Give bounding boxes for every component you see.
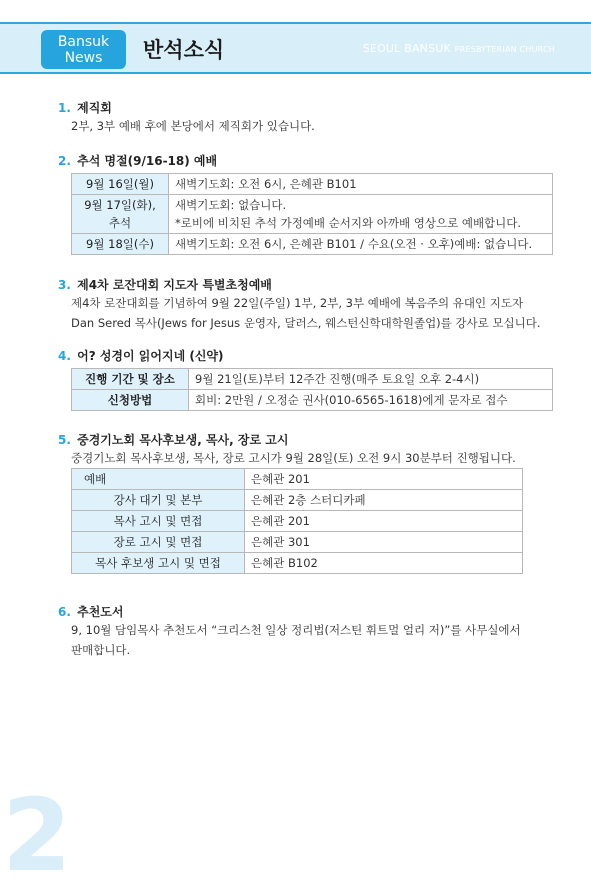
section-title: 추석 명절(9/16-18) 예배 [77, 154, 218, 168]
section-body-line: 제4차 로잔대회를 기념하여 9월 22일(주일) 1부, 2부, 3부 예배에 복음주의 유대인 지도자 [71, 296, 524, 310]
table-value: 은혜관 B102 [245, 553, 523, 574]
section-1 [58, 100, 558, 136]
section-body: 2부, 3부 예배 후에 본당에서 제직회가 있습니다. [71, 119, 315, 133]
section-5 [58, 432, 558, 574]
table-label-line: 추석 [108, 216, 132, 230]
section-number: 6. [58, 605, 71, 619]
page-title: 반석소식 [143, 38, 225, 62]
table-value: 9월 21일(토)부터 12주간 진행(매주 토요일 오후 2-4시) [189, 369, 553, 390]
section-title: 어? 성경이 읽어지네 (신약) [77, 349, 224, 363]
table-label [72, 195, 169, 234]
table-value: 은혜관 201 [245, 511, 523, 532]
section-heading [58, 277, 558, 293]
section-number: 3. [58, 278, 71, 292]
section-6 [58, 604, 558, 660]
table-row [72, 469, 523, 490]
section-3 [58, 277, 558, 333]
table-label: 목사 고시 및 면접 [72, 511, 245, 532]
table-label: 신청방법 [72, 390, 189, 411]
section-title: 제직회 [77, 101, 112, 115]
table-row [72, 511, 523, 532]
exam-location-table [71, 468, 523, 574]
section-body-line: 판매합니다. [71, 643, 131, 657]
table-row [72, 234, 553, 255]
page-number: 2 [2, 777, 72, 894]
badge-line2: News [64, 49, 103, 66]
section-heading [58, 100, 558, 116]
table-row [72, 532, 523, 553]
section-title: 중경기노회 목사후보생, 목사, 장로 고시 [77, 433, 289, 447]
section-heading [58, 604, 558, 620]
table-value: 은혜관 301 [245, 532, 523, 553]
table-value: 은혜관 201 [245, 469, 523, 490]
table-label: 예배 [72, 469, 245, 490]
table-row [72, 369, 553, 390]
section-body-line: Dan Sered 목사(Jews for Jesus 운영자, 달러스, 웨스턴신학대학원졸업)를 강사로 모십니다. [71, 316, 541, 330]
table-row [72, 195, 553, 234]
table-value-line: 새벽기도회: 없습니다. [175, 198, 287, 212]
section-2 [58, 153, 558, 255]
section-heading [58, 348, 558, 364]
table-row [72, 390, 553, 411]
table-value-line: *로비에 비치된 추석 가정예배 순서지와 아까배 영상으로 예배합니다. [175, 216, 522, 230]
table-value: 새벽기도회: 오전 6시, 은혜관 B101 [169, 174, 553, 195]
section-number: 2. [58, 154, 71, 168]
section-heading [58, 153, 558, 169]
table-value: 회비: 2만원 / 오정순 권사(010-6565-1618)에게 문자로 접수 [189, 390, 553, 411]
section-4 [58, 348, 558, 411]
section-number: 5. [58, 433, 71, 447]
section-body: 중경기노회 목사후보생, 목사, 장로 고시가 9월 28일(토) 오전 9시 30분부터 진행됩니다. [71, 451, 516, 465]
header-band [0, 22, 591, 74]
table-row [72, 174, 553, 195]
table-label: 9월 16일(월) [72, 174, 169, 195]
holiday-schedule-table [71, 173, 553, 255]
section-number: 1. [58, 101, 71, 115]
table-value [169, 195, 553, 234]
table-label: 9월 18일(수) [72, 234, 169, 255]
table-label-line: 9월 17일(화), [84, 198, 156, 212]
table-label: 목사 후보생 고시 및 면접 [72, 553, 245, 574]
section-title: 제4차 로잔대회 지도자 특별초청예배 [77, 278, 272, 292]
section-title: 추천도서 [77, 605, 124, 619]
badge-line1: Bansuk [57, 33, 110, 50]
church-name [363, 42, 555, 55]
table-value: 새벽기도회: 오전 6시, 은혜관 B101 / 수요(오전 · 오후)예배: 없습니다. [169, 234, 553, 255]
table-label: 장로 고시 및 면접 [72, 532, 245, 553]
church-name-sub: PRESBYTERIAN CHURCH [454, 45, 555, 54]
table-label: 강사 대기 및 본부 [72, 490, 245, 511]
section-number: 4. [58, 349, 71, 363]
bansuk-news-badge [41, 30, 126, 69]
section-body-line: 9, 10월 담임목사 추천도서 “크리스천 일상 정리법(저스틴 휘트멀 얼리 저)”를 사무실에서 [71, 623, 521, 637]
church-name-main: SEOUL BANSUK [362, 42, 451, 55]
table-row [72, 490, 523, 511]
table-value: 은혜관 2층 스터디카페 [245, 490, 523, 511]
bible-study-table [71, 368, 553, 411]
table-row [72, 553, 523, 574]
section-heading [58, 432, 558, 448]
table-label: 진행 기간 및 장소 [72, 369, 189, 390]
